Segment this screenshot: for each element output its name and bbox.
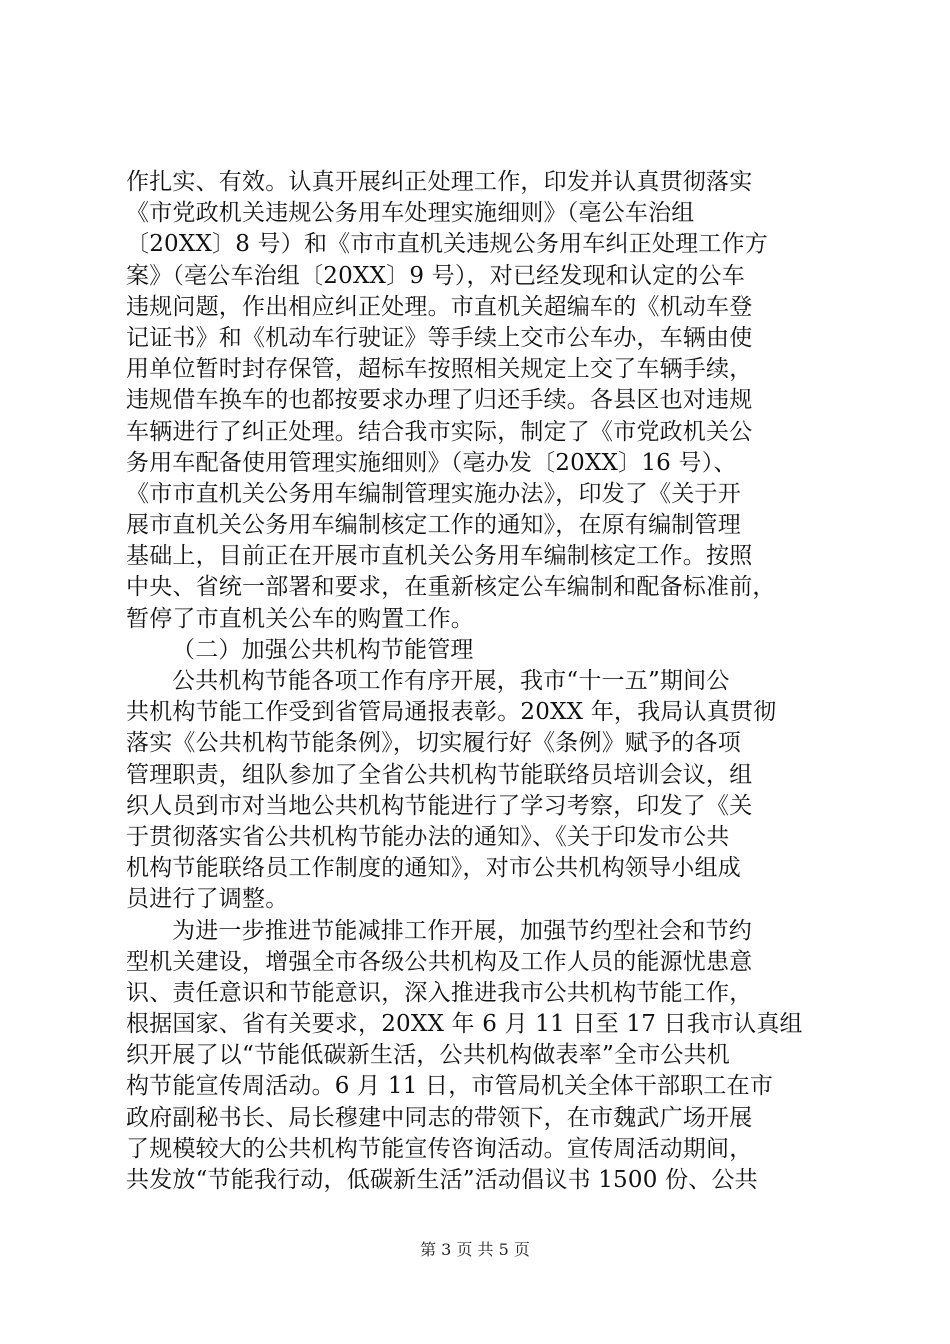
section-heading: （二）加强公共机构节能管理	[172, 636, 474, 663]
body-line: 为进一步推进节能减排工作开展，加强节约型社会和节约	[172, 917, 752, 944]
body-line: 了规模较大的公共机构节能宣传咨询活动。宣传周活动期间，	[126, 1135, 753, 1162]
body-line: 识、责任意识和节能意识，深入推进我市公共机构节能工作，	[126, 979, 753, 1006]
body-line: 展市直机关公务用车编制核定工作的通知》，在原有编制管理	[126, 512, 741, 539]
body-line: 管理职责，组队参加了全省公共机构节能联络员培训会议，组	[126, 761, 753, 788]
body-line: 〔20XX〕8 号）和《市市直机关违规公务用车纠正处理工作方	[126, 231, 768, 258]
body-line: 落实《公共机构节能条例》，切实履行好《条例》赋予的各项	[126, 730, 741, 757]
body-line: 共机构节能工作受到省管局通报表彰。20XX 年，我局认真贯彻	[126, 699, 777, 726]
body-line: 公共机构节能各项工作有序开展，我市“十一五”期间公	[172, 668, 730, 694]
body-line: 员进行了调整。	[126, 886, 289, 913]
document-body	[126, 167, 831, 1196]
body-line: 记证书》和《机动车行驶证》等手续上交市公车办，车辆由使	[126, 324, 753, 351]
body-line: 机构节能联络员工作制度的通知》，对市公共机构领导小组成	[126, 855, 741, 882]
body-line: 政府副秘书长、局长穆建中同志的带领下，在市魏武广场开展	[126, 1104, 753, 1131]
body-line: 车辆进行了纠正处理。结合我市实际，制定了《市党政机关公	[126, 418, 753, 445]
body-line: 基础上，目前正在开展市直机关公务用车编制核定工作。按照	[126, 543, 753, 570]
body-line: 务用车配备使用管理实施细则》（亳办发〔20XX〕16 号）、	[126, 449, 737, 476]
body-line: 型机关建设，增强全市各级公共机构及工作人员的能源忧患意	[126, 948, 753, 975]
body-line: 根据国家、省有关要求，20XX 年 6 月 11 日至 17 日我市认真组	[126, 1011, 803, 1038]
body-line: 中央、省统一部署和要求，在重新核定公车编制和配备标准前，	[126, 574, 776, 601]
body-line: 违规问题，作出相应纠正处理。市直机关超编车的《机动车登	[126, 293, 753, 320]
body-line: 织开展了以“节能低碳新生活，公共机构做表率”全市公共机	[126, 1042, 730, 1069]
body-line: 用单位暂时封存保管，超标车按照相关规定上交了车辆手续，	[126, 356, 753, 383]
body-line: 暂停了市直机关公车的购置工作。	[126, 605, 474, 632]
page-number-footer: 第 3 页 共 5 页	[420, 1240, 530, 1259]
body-line: 共发放“节能我行动，低碳新生活”活动倡议书 1500 份、公共	[126, 1167, 758, 1193]
body-line: 案》（亳公车治组〔20XX〕9 号），对已经发现和认定的公车	[126, 262, 745, 289]
body-line: 织人员到市对当地公共机构节能进行了学习考察，印发了《关	[126, 792, 753, 819]
body-line: 《市党政机关违规公务用车处理实施细则》（亳公车治组	[126, 200, 695, 227]
body-line: 《市市直机关公务用车编制管理实施办法》，印发了《关于开	[126, 480, 741, 507]
body-line: 构节能宣传周活动。6 月 11 日，市管局机关全体干部职工在市	[126, 1073, 774, 1100]
body-line: 作扎实、有效。认真开展纠正处理工作，印发并认真贯彻落实	[126, 169, 753, 195]
body-line: 于贯彻落实省公共机构节能办法的通知》、《关于印发市公共	[126, 823, 730, 850]
body-line: 违规借车换车的也都按要求办理了归还手续。各县区也对违规	[126, 387, 753, 414]
